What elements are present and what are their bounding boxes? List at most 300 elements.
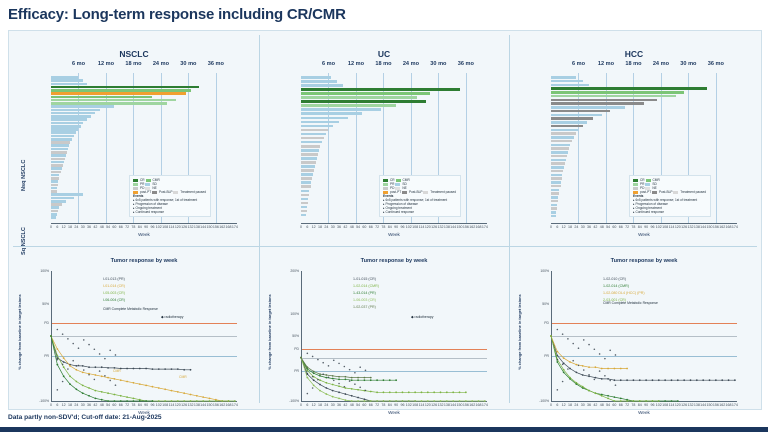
tumor-x-tick: 138 bbox=[443, 403, 450, 407]
legend-label: SD bbox=[652, 182, 657, 186]
tumor-background-point bbox=[594, 348, 596, 350]
tumor-series-point bbox=[721, 379, 723, 381]
month-tick-label-2-3: 24 mo bbox=[652, 61, 669, 67]
tumor-series-label: I-06-004 (CR) bbox=[103, 298, 125, 302]
swimlane-x-tick: 108 bbox=[662, 225, 669, 229]
tumor-y-label-2: % change from baseline in target lesions bbox=[517, 294, 522, 370]
tumor-x-tick: 90 bbox=[144, 403, 149, 407]
tumor-series-label: 1-02-080 DL4 (HCC) (PR) bbox=[603, 291, 645, 295]
tumor-series-point bbox=[664, 400, 666, 402]
tumor-x-tick: 18 bbox=[68, 403, 73, 407]
swimlane-x-tick: 66 bbox=[368, 225, 373, 229]
tumor-x-tick: 126 bbox=[431, 403, 438, 407]
cmr-marker-2: CMR bbox=[179, 375, 187, 379]
tumor-background-point bbox=[562, 381, 564, 383]
swimlane-x-tick: 60 bbox=[612, 225, 617, 229]
swimlane-x-tick: 36 bbox=[87, 225, 92, 229]
tumor-x-tick: 144 bbox=[450, 403, 457, 407]
tumor-background-point bbox=[615, 354, 617, 356]
tumor-y-tick: PR bbox=[544, 353, 549, 358]
tumor-series-point bbox=[588, 366, 590, 368]
legend-event-item: ▸ 6x5 patients with response; 1st of treatment bbox=[383, 198, 448, 202]
swimlane-x-tick: 120 bbox=[174, 225, 181, 229]
legend-events-header: Events bbox=[133, 194, 144, 198]
swimlane-x-tick: 114 bbox=[418, 225, 425, 229]
swimlane-x-tick: 156 bbox=[712, 225, 719, 229]
tumor-x-tick: 120 bbox=[674, 403, 681, 407]
legend-event-item: ▸ Progression of disease bbox=[133, 202, 168, 206]
swimlane-x-label-0: Week bbox=[138, 232, 150, 237]
tumor-x-tick: 162 bbox=[719, 403, 726, 407]
radiotherapy-note: ◆ radiotherapy bbox=[161, 315, 184, 319]
swimlane-x-tick: 54 bbox=[356, 225, 361, 229]
column-title-uc: UC bbox=[377, 49, 391, 59]
legend-label: CR bbox=[140, 178, 146, 182]
swimlane-x-tick: 138 bbox=[443, 225, 450, 229]
tumor-series-point bbox=[626, 400, 628, 402]
tumor-x-tick: 162 bbox=[219, 403, 226, 407]
swimlane-x-tick: 156 bbox=[462, 225, 469, 229]
legend-event-item: ▸ Progression of disease bbox=[383, 202, 418, 206]
tumor-x-tick: 96 bbox=[400, 403, 405, 407]
tumor-background-point bbox=[567, 368, 569, 370]
month-tick-label-0-4: 30 mo bbox=[180, 61, 197, 67]
tumor-x-label-1: Week bbox=[388, 410, 400, 415]
tumor-series-label: I-05-003 (CR) bbox=[103, 291, 125, 295]
tumor-series-point bbox=[614, 396, 616, 398]
tumor-series-label: I-01-013 (PR) bbox=[103, 277, 125, 281]
swimlane-x-tick: 144 bbox=[450, 225, 457, 229]
charts-panel bbox=[8, 30, 762, 415]
tumor-x-tick: 0 bbox=[50, 403, 52, 407]
swimlane-x-tick: 24 bbox=[324, 225, 329, 229]
month-tick-label-1-2: 18 mo bbox=[375, 61, 392, 67]
legend-label: Treatment paused bbox=[430, 190, 457, 194]
tumor-series-point bbox=[702, 379, 704, 381]
tumor-series-point bbox=[550, 335, 552, 337]
cmr-note: CMR Complete Metabolic Response bbox=[603, 301, 658, 305]
tumor-series-point bbox=[620, 398, 622, 400]
tumor-x-tick: 12 bbox=[561, 403, 566, 407]
legend-label: SD bbox=[402, 182, 407, 186]
tumor-background-point bbox=[557, 359, 559, 361]
legend-label: PD bbox=[140, 186, 146, 190]
swimlane-x-tick: 174 bbox=[481, 225, 488, 229]
tumor-response-title-1: Tumor response by week bbox=[360, 258, 428, 264]
tumor-x-tick: 114 bbox=[168, 403, 175, 407]
swimlane-x-tick: 168 bbox=[475, 225, 482, 229]
legend-label: SD bbox=[152, 182, 157, 186]
swimlane-x-tick: 12 bbox=[311, 225, 316, 229]
tumor-series-point bbox=[614, 368, 616, 370]
tumor-x-tick: 54 bbox=[106, 403, 111, 407]
tumor-series-point bbox=[671, 400, 673, 402]
tumor-x-tick: 48 bbox=[349, 403, 354, 407]
tumor-x-tick: 174 bbox=[231, 403, 238, 407]
legend-label: PD bbox=[390, 186, 396, 190]
month-tick-label-1-1: 12 mo bbox=[347, 61, 365, 67]
legend-label: Post-BLP bbox=[409, 190, 424, 194]
swimlane-x-tick: 102 bbox=[405, 225, 412, 229]
tumor-x-tick: 90 bbox=[644, 403, 649, 407]
swimlane-x-tick: 102 bbox=[155, 225, 162, 229]
swimlane-x-tick: 30 bbox=[80, 225, 85, 229]
tumor-response-title-2: Tumor response by week bbox=[610, 258, 678, 264]
swimlane-x-tick: 30 bbox=[330, 225, 335, 229]
tumor-series-label: 1-06-003 (CR) bbox=[353, 298, 376, 302]
tumor-x-tick: 108 bbox=[662, 403, 669, 407]
swimlane-x-tick: 162 bbox=[469, 225, 476, 229]
cmr-note: CMR Complete Metabolic Response bbox=[103, 307, 158, 311]
legend-events-header: Events bbox=[633, 194, 644, 198]
swimlane-x-tick: 72 bbox=[375, 225, 380, 229]
tumor-x-tick: 42 bbox=[593, 403, 598, 407]
swimlane-x-label-2: Week bbox=[638, 232, 650, 237]
tumor-series-point bbox=[709, 379, 711, 381]
tumor-y-tick: 50% bbox=[42, 301, 49, 306]
legend-label: Post-BLP bbox=[659, 190, 674, 194]
month-tick-label-2-4: 30 mo bbox=[680, 61, 697, 67]
tumor-series-point bbox=[626, 379, 628, 381]
tumor-y-tick: -100% bbox=[39, 399, 49, 403]
tumor-series-point bbox=[614, 400, 616, 402]
tumor-x-tick: 150 bbox=[206, 403, 213, 407]
tumor-background-point bbox=[578, 365, 580, 367]
tumor-series-point bbox=[569, 377, 571, 379]
tumor-series-point bbox=[626, 368, 628, 370]
tumor-series-label: 1-43-014 (PR) bbox=[353, 291, 376, 295]
swimlane-x-tick: 90 bbox=[144, 225, 149, 229]
month-tick-label-1-5: 36 mo bbox=[457, 61, 474, 67]
tumor-x-tick: 126 bbox=[181, 403, 188, 407]
swimlane-x-tick: 6 bbox=[556, 225, 559, 229]
legend-event-item: ▸ Progression of disease bbox=[633, 202, 668, 206]
tumor-x-tick: 156 bbox=[462, 403, 469, 407]
tumor-y-label-0: % change from baseline in target lesions bbox=[17, 294, 22, 370]
swimlane-x-tick: 0 bbox=[50, 225, 52, 229]
tumor-background-point bbox=[604, 375, 606, 377]
tumor-x-tick: 168 bbox=[475, 403, 482, 407]
legend-label: CMR bbox=[652, 178, 660, 182]
tumor-series-label: 2-03-001 (CR) bbox=[603, 298, 626, 302]
tumor-background-point bbox=[557, 329, 559, 331]
tumor-series-point bbox=[601, 395, 603, 397]
swimlane-x-tick: 36 bbox=[587, 225, 592, 229]
tumor-x-tick: 84 bbox=[387, 403, 392, 407]
tumor-y-tick: 50% bbox=[292, 334, 299, 338]
month-tick-label-0-0: 6 mo bbox=[71, 61, 85, 67]
swimlane-x-tick: 90 bbox=[394, 225, 399, 229]
tumor-series-point bbox=[658, 400, 660, 402]
swimlane-x-tick: 126 bbox=[681, 225, 688, 229]
tumor-series-point bbox=[677, 379, 679, 381]
tumor-x-tick: 48 bbox=[99, 403, 104, 407]
swimlane-x-tick: 6 bbox=[306, 225, 309, 229]
tumor-response-lines-2 bbox=[9, 31, 761, 409]
swimlane-x-tick: 24 bbox=[574, 225, 579, 229]
tumor-x-tick: 114 bbox=[418, 403, 425, 407]
tumor-series-point bbox=[607, 368, 609, 370]
tumor-background-point bbox=[599, 370, 601, 372]
tumor-x-tick: 150 bbox=[456, 403, 463, 407]
tumor-series-point bbox=[645, 379, 647, 381]
swimlane-x-tick: 18 bbox=[568, 225, 573, 229]
tumor-x-tick: 30 bbox=[580, 403, 585, 407]
tumor-series-point bbox=[582, 386, 584, 388]
swimlane-group-label-sq: Sq NSCLC bbox=[21, 227, 27, 255]
legend-label: CR bbox=[390, 178, 396, 182]
tumor-x-tick: 66 bbox=[618, 403, 623, 407]
tumor-y-label-1: % change from baseline in target lesions bbox=[267, 294, 272, 370]
swimlane-x-tick: 114 bbox=[168, 225, 175, 229]
tumor-series-point bbox=[607, 378, 609, 380]
swimlane-x-tick: 54 bbox=[106, 225, 111, 229]
tumor-y-tick: PR bbox=[44, 353, 49, 358]
tumor-y-tick: 200% bbox=[290, 269, 299, 273]
tumor-x-tick: 156 bbox=[712, 403, 719, 407]
tumor-background-point bbox=[599, 353, 601, 355]
tumor-x-tick: 54 bbox=[356, 403, 361, 407]
swimlane-x-tick: 90 bbox=[644, 225, 649, 229]
swimlane-x-tick: 36 bbox=[337, 225, 342, 229]
swimlane-x-tick: 174 bbox=[731, 225, 738, 229]
month-tick-label-2-0: 6 mo bbox=[571, 61, 585, 67]
tumor-series-point bbox=[563, 369, 565, 371]
tumor-series-label: 1-02-010 (CR) bbox=[603, 277, 626, 281]
swimlane-x-tick: 0 bbox=[550, 225, 552, 229]
tumor-series-point bbox=[556, 351, 558, 353]
tumor-x-label-0: Week bbox=[138, 410, 150, 415]
tumor-y-tick: PR bbox=[294, 368, 299, 373]
tumor-series-point bbox=[639, 379, 641, 381]
tumor-x-tick: 126 bbox=[681, 403, 688, 407]
legend-label: Treatment paused bbox=[180, 190, 207, 194]
tumor-x-tick: 30 bbox=[80, 403, 85, 407]
month-tick-label-1-3: 24 mo bbox=[402, 61, 419, 67]
tumor-background-point bbox=[572, 360, 574, 362]
tumor-y-tick: PD bbox=[544, 321, 549, 325]
swimlane-x-tick: 132 bbox=[687, 225, 694, 229]
tumor-background-point bbox=[567, 338, 569, 340]
swimlane-x-tick: 168 bbox=[725, 225, 732, 229]
swimlane-x-tick: 120 bbox=[424, 225, 431, 229]
swimlane-x-tick: 60 bbox=[362, 225, 367, 229]
tumor-series-point bbox=[652, 379, 654, 381]
tumor-y-tick: 100% bbox=[540, 269, 549, 273]
legend-label: Post-BLP bbox=[159, 190, 174, 194]
swimlane-x-tick: 66 bbox=[118, 225, 123, 229]
legend-label: CMR bbox=[152, 178, 160, 182]
legend-label: post-PT bbox=[390, 190, 402, 194]
swimlane-x-tick: 162 bbox=[219, 225, 226, 229]
month-tick-label-2-1: 12 mo bbox=[597, 61, 615, 67]
legend-label: CMR bbox=[402, 178, 410, 182]
tumor-y-tick: -100% bbox=[289, 399, 299, 403]
swimlane-x-tick: 78 bbox=[131, 225, 136, 229]
swimlane-x-tick: 96 bbox=[400, 225, 405, 229]
tumor-x-tick: 78 bbox=[131, 403, 136, 407]
tumor-x-tick: 132 bbox=[437, 403, 444, 407]
cmr-marker-1: CMR bbox=[113, 369, 121, 373]
swimlane-x-tick: 6 bbox=[56, 225, 59, 229]
tumor-background-point bbox=[588, 344, 590, 346]
tumor-x-tick: 90 bbox=[394, 403, 399, 407]
tumor-x-tick: 0 bbox=[550, 403, 552, 407]
tumor-x-tick: 36 bbox=[87, 403, 92, 407]
tumor-x-label-2: Week bbox=[638, 410, 650, 415]
tumor-x-tick: 18 bbox=[318, 403, 323, 407]
tumor-background-point bbox=[557, 389, 559, 391]
tumor-x-tick: 132 bbox=[187, 403, 194, 407]
column-title-nsclc: NSCLC bbox=[119, 49, 149, 59]
swimlane-x-tick: 138 bbox=[693, 225, 700, 229]
tumor-x-tick: 150 bbox=[706, 403, 713, 407]
tumor-x-tick: 60 bbox=[362, 403, 367, 407]
tumor-x-tick: 156 bbox=[212, 403, 219, 407]
tumor-series-point bbox=[633, 400, 635, 402]
swimlane-x-tick: 174 bbox=[231, 225, 238, 229]
tumor-series-point bbox=[594, 377, 596, 379]
tumor-series-point bbox=[569, 361, 571, 363]
swimlane-x-tick: 84 bbox=[637, 225, 642, 229]
tumor-x-tick: 84 bbox=[637, 403, 642, 407]
tumor-x-tick: 24 bbox=[574, 403, 579, 407]
swimlane-x-tick: 108 bbox=[162, 225, 169, 229]
month-tick-label-1-0: 6 mo bbox=[321, 61, 335, 67]
legend-event-item: ▸ Ongoing treatment bbox=[633, 206, 662, 210]
tumor-x-tick: 132 bbox=[687, 403, 694, 407]
tumor-background-point bbox=[609, 380, 611, 382]
tumor-series-label: I-01-014 (CR) bbox=[103, 284, 125, 288]
swimlane-x-tick: 18 bbox=[68, 225, 73, 229]
tumor-x-tick: 144 bbox=[200, 403, 207, 407]
swimlane-x-tick: 162 bbox=[719, 225, 726, 229]
tumor-y-tick: PD bbox=[44, 321, 49, 325]
month-tick-label-2-2: 18 mo bbox=[625, 61, 642, 67]
tumor-background-point bbox=[562, 333, 564, 335]
swimlane-x-tick: 126 bbox=[431, 225, 438, 229]
tumor-series-point bbox=[690, 379, 692, 381]
tumor-x-tick: 12 bbox=[311, 403, 316, 407]
tumor-x-tick: 18 bbox=[568, 403, 573, 407]
tumor-series-point bbox=[696, 379, 698, 381]
swimlane-x-tick: 72 bbox=[125, 225, 130, 229]
tumor-x-tick: 6 bbox=[306, 403, 309, 407]
swimlane-x-tick: 24 bbox=[74, 225, 79, 229]
tumor-series-point bbox=[633, 379, 635, 381]
swimlane-x-tick: 72 bbox=[625, 225, 630, 229]
swimlane-x-tick: 150 bbox=[206, 225, 213, 229]
tumor-x-tick: 120 bbox=[174, 403, 181, 407]
tumor-x-tick: 120 bbox=[424, 403, 431, 407]
tumor-series-point bbox=[614, 379, 616, 381]
tumor-x-tick: 42 bbox=[343, 403, 348, 407]
month-tick-label-2-5: 36 mo bbox=[707, 61, 724, 67]
tumor-series-point bbox=[728, 379, 730, 381]
tumor-x-tick: 60 bbox=[112, 403, 117, 407]
tumor-x-tick: 174 bbox=[731, 403, 738, 407]
swimlane-x-tick: 12 bbox=[561, 225, 566, 229]
legend-event-item: ▸ Continued response bbox=[633, 210, 665, 214]
swimlane-x-tick: 12 bbox=[61, 225, 66, 229]
tumor-series-point bbox=[677, 400, 679, 402]
swimlane-x-tick: 96 bbox=[650, 225, 655, 229]
tumor-x-tick: 102 bbox=[655, 403, 662, 407]
tumor-y-tick: 100% bbox=[290, 312, 299, 317]
swimlane-x-tick: 96 bbox=[150, 225, 155, 229]
tumor-x-tick: 0 bbox=[300, 403, 302, 407]
tumor-x-tick: 168 bbox=[725, 403, 732, 407]
legend-label: post-PT bbox=[640, 190, 652, 194]
swimlane-x-tick: 42 bbox=[593, 225, 598, 229]
swimlane-x-tick: 84 bbox=[137, 225, 142, 229]
column-title-hcc: HCC bbox=[624, 49, 644, 59]
swimlane-x-tick: 60 bbox=[112, 225, 117, 229]
legend-label: CR bbox=[640, 178, 646, 182]
tumor-x-tick: 102 bbox=[405, 403, 412, 407]
tumor-x-tick: 48 bbox=[599, 403, 604, 407]
swimlane-x-tick: 132 bbox=[437, 225, 444, 229]
legend-events-header: Events bbox=[383, 194, 394, 198]
tumor-background-point bbox=[588, 374, 590, 376]
tumor-background-point bbox=[609, 350, 611, 352]
month-tick-label-1-4: 30 mo bbox=[430, 61, 447, 67]
tumor-x-tick: 54 bbox=[606, 403, 611, 407]
swimlane-x-tick: 84 bbox=[387, 225, 392, 229]
tumor-series-point bbox=[582, 374, 584, 376]
tumor-series-point bbox=[588, 375, 590, 377]
tumor-series-point bbox=[607, 395, 609, 397]
legend-event-item: ▸ Continued response bbox=[133, 210, 165, 214]
legend-event-item: ▸ Ongoing treatment bbox=[383, 206, 412, 210]
legend-label: PD bbox=[640, 186, 646, 190]
legend-event-item: ▸ 6x5 patients with response; 1st of treatment bbox=[633, 198, 698, 202]
tumor-series-point bbox=[594, 392, 596, 394]
swimlane-x-tick: 102 bbox=[655, 225, 662, 229]
tumor-series-point bbox=[620, 400, 622, 402]
month-tick-label-0-5: 36 mo bbox=[207, 61, 224, 67]
tumor-background-point bbox=[572, 343, 574, 345]
tumor-series-point bbox=[575, 372, 577, 374]
legend-label: Treatment paused bbox=[680, 190, 707, 194]
tumor-x-tick: 6 bbox=[56, 403, 59, 407]
footer-note: Data partly non-SDV'd; Cut-off date: 21-Aug-2025 bbox=[8, 414, 162, 421]
tumor-x-tick: 108 bbox=[162, 403, 169, 407]
tumor-series-label: 1-02-037 (PR) bbox=[353, 305, 376, 309]
tumor-background-point bbox=[583, 369, 585, 371]
tumor-x-tick: 78 bbox=[381, 403, 386, 407]
tumor-background-point bbox=[615, 384, 617, 386]
month-tick-label-0-3: 24 mo bbox=[152, 61, 169, 67]
tumor-series-point bbox=[671, 379, 673, 381]
swimlane-x-tick: 0 bbox=[300, 225, 302, 229]
tumor-x-tick: 96 bbox=[650, 403, 655, 407]
tumor-series-point bbox=[601, 378, 603, 380]
tumor-series-point bbox=[715, 379, 717, 381]
bottom-rule bbox=[0, 427, 768, 432]
tumor-background-point bbox=[562, 364, 564, 366]
tumor-x-tick: 138 bbox=[193, 403, 200, 407]
tumor-background-point bbox=[604, 358, 606, 360]
tumor-x-tick: 24 bbox=[324, 403, 329, 407]
legend-label: PR bbox=[390, 182, 396, 186]
tumor-series-point bbox=[594, 366, 596, 368]
radiotherapy-note: ◆ radiotherapy bbox=[411, 315, 434, 319]
swimlane-x-label-1: Week bbox=[388, 232, 400, 237]
tumor-x-tick: 42 bbox=[93, 403, 98, 407]
swimlane-x-tick: 114 bbox=[668, 225, 675, 229]
legend-label: NE bbox=[652, 186, 657, 190]
